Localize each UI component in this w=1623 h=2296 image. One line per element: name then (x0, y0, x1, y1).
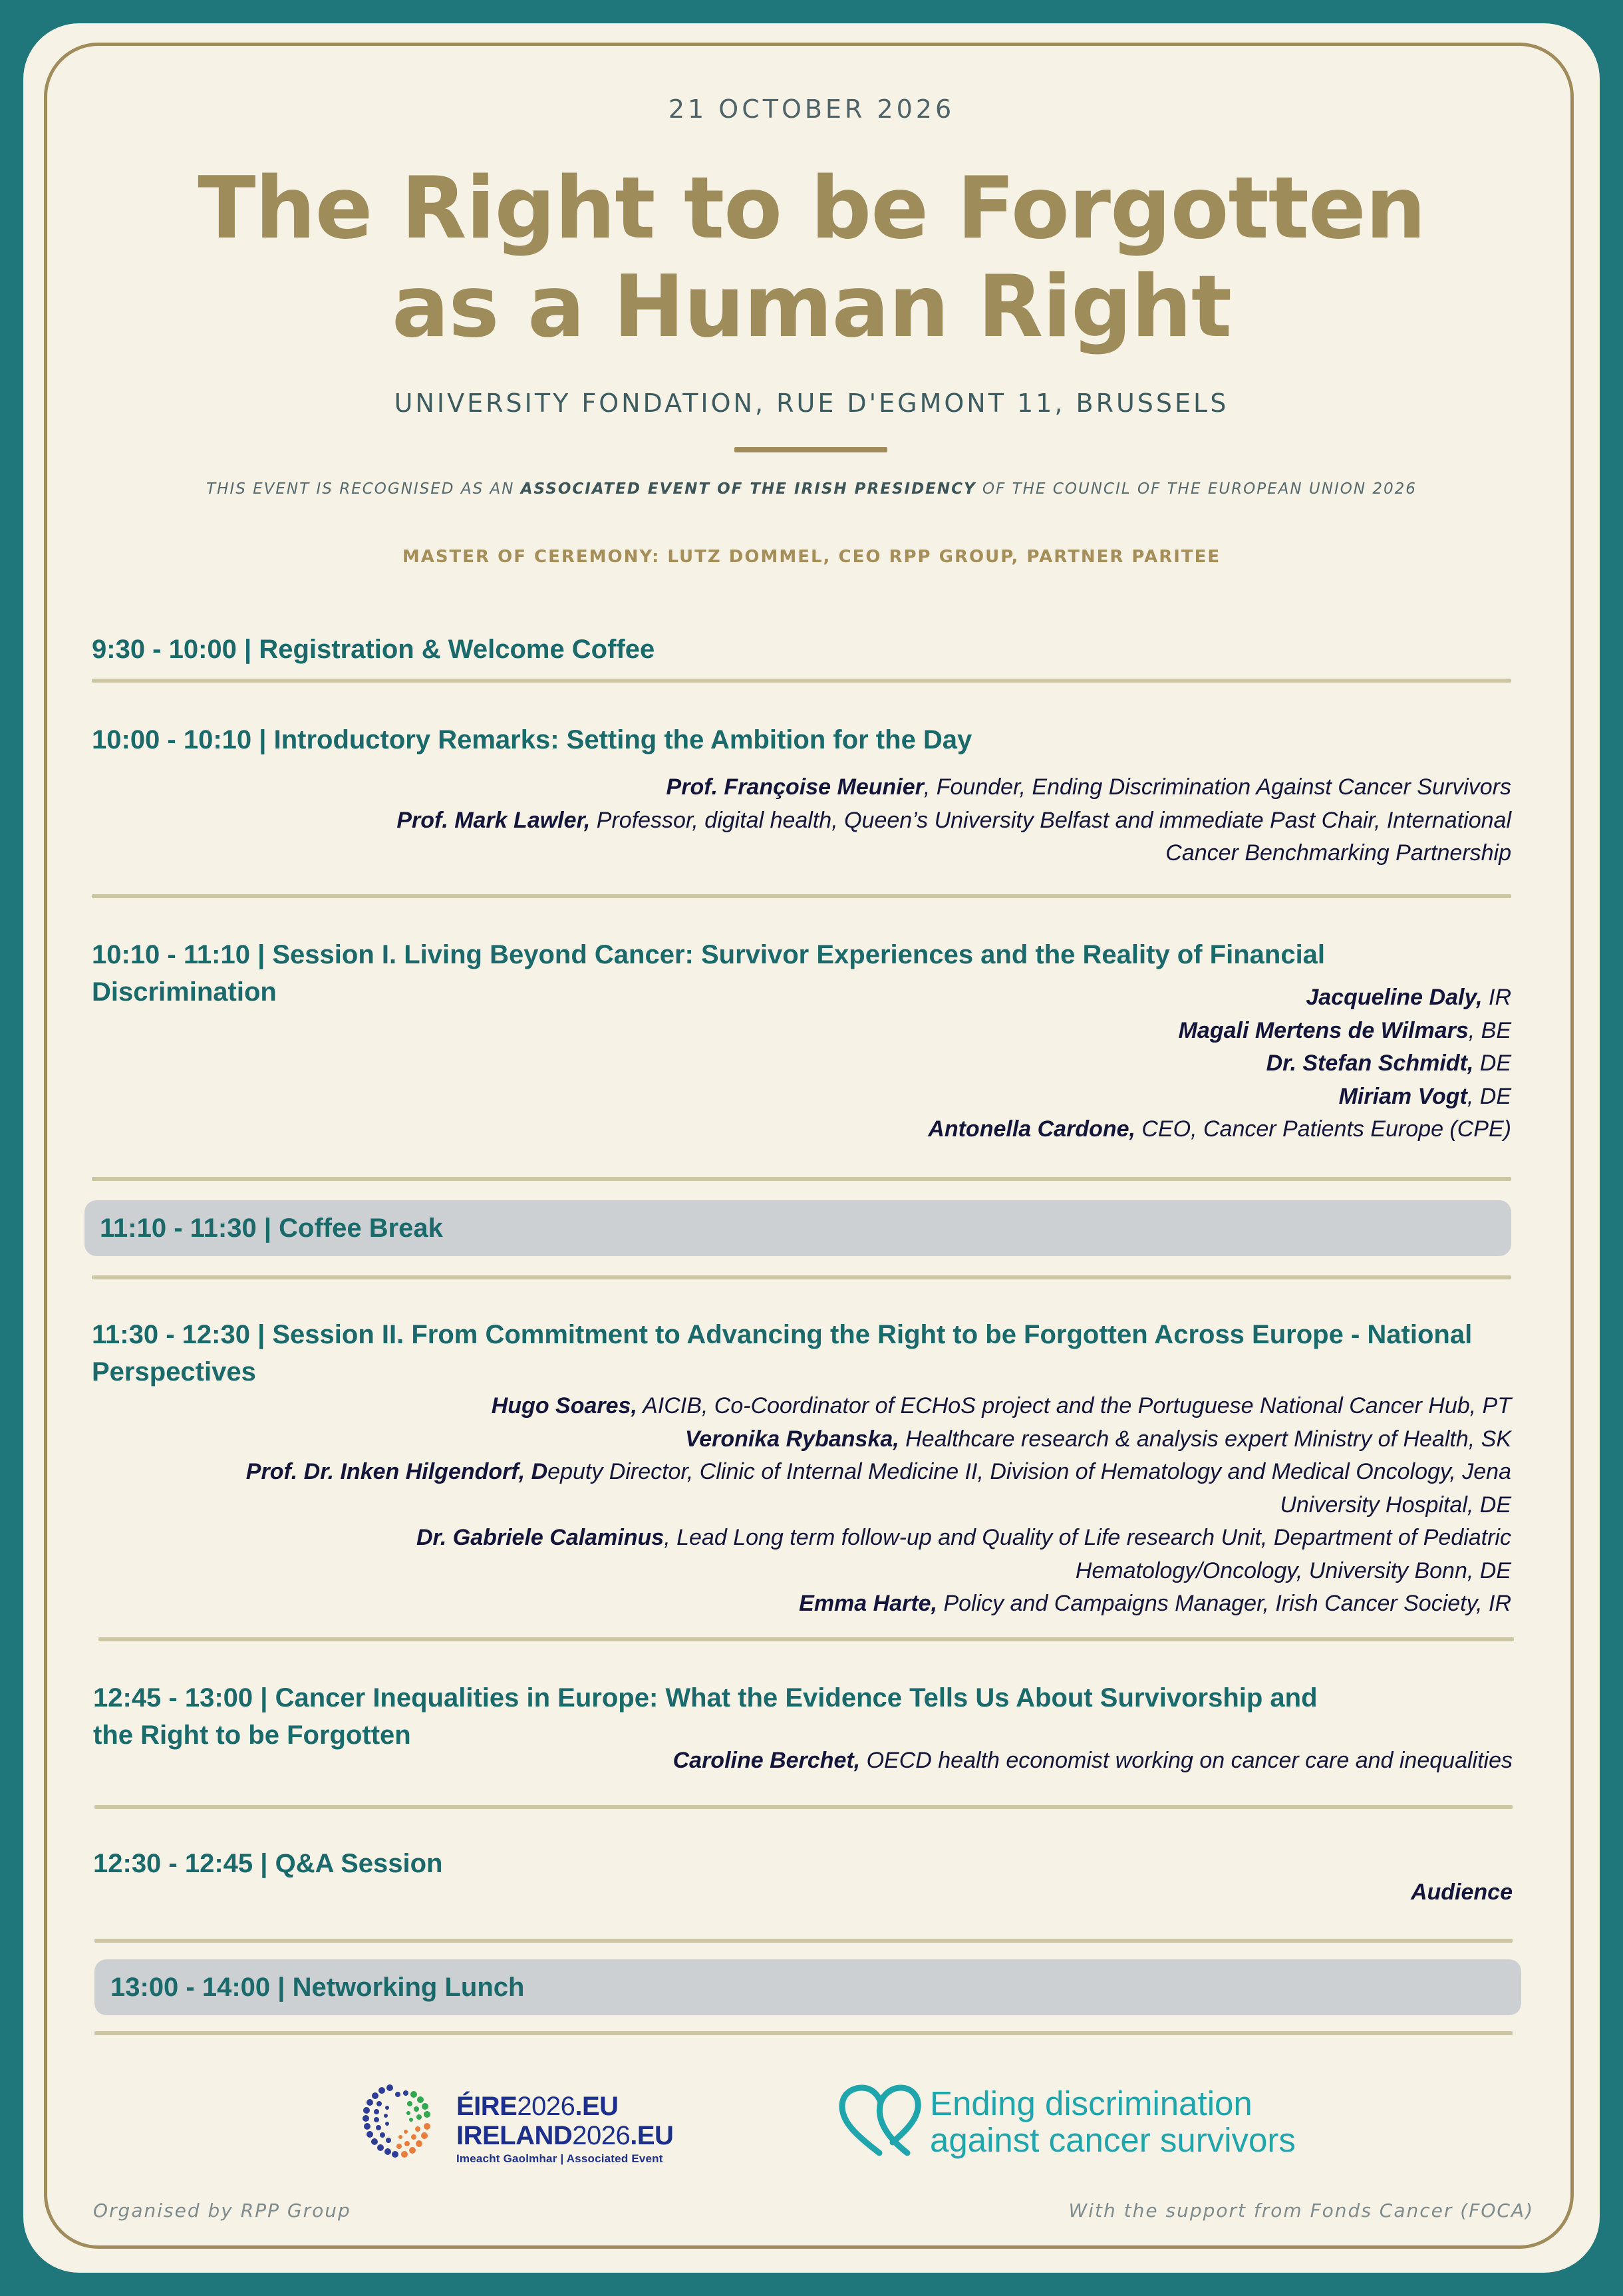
inequalities-speakers (93, 1744, 1513, 1778)
speaker-name: Audience (1410, 1880, 1513, 1905)
footer-organiser: Organised by RPP Group (93, 2200, 351, 2221)
footer-support: With the support from Fonds Cancer (FOCA) (1068, 2200, 1534, 2221)
speaker-role: , Lead Long term follow-up and Quality of Life research Unit, Department of Pediatric (664, 1525, 1511, 1550)
session1-speakers (92, 981, 1511, 1146)
speaker-line (92, 771, 1511, 804)
ending-discrimination-logo (837, 2084, 1316, 2170)
ed-line2: against cancer survivors (930, 2121, 1296, 2159)
divider (94, 1805, 1513, 1809)
eire2026-wordmark (456, 2092, 673, 2166)
event-date: 21 OCTOBER 2026 (668, 94, 955, 124)
speaker-line (92, 1522, 1511, 1555)
speaker-line (92, 981, 1511, 1015)
speaker-line (93, 1876, 1513, 1909)
agenda-registration: 9:30 - 10:00 | Registration & Welcome Coffee (92, 635, 655, 664)
heart-ribbon-icon (837, 2084, 923, 2164)
event-title-line2: as a Human Right (391, 257, 1232, 357)
associated-prefix: THIS EVENT IS RECOGNISED AS AN (206, 480, 521, 498)
speaker-name: Miriam Vogt (1338, 1083, 1467, 1109)
session2-title-line1: 11:30 - 12:30 | Session II. From Commitment to Advancing the Right to be Forgotten Across Europe - National (92, 1320, 1473, 1349)
speaker-role: , DE (1467, 1083, 1511, 1109)
speaker-line: Hematology/Oncology, University Bonn, DE (1075, 1558, 1511, 1583)
divider (92, 679, 1511, 683)
session2-speakers (92, 1390, 1511, 1621)
speaker-role: AICIB, Co-Coordinator of ECHoS project and the Portuguese National Cancer Hub, PT (637, 1393, 1511, 1418)
divider (92, 1177, 1511, 1181)
speaker-role: eputy Director, Clinic of Internal Medicine II, Division of Hematology and Medical Oncology, Jena (547, 1459, 1511, 1484)
speaker-name: Emma Harte, (799, 1591, 938, 1616)
speaker-role: IR (1482, 985, 1511, 1010)
ireland-bold: IRELAND (456, 2121, 573, 2150)
speaker-role: OECD health economist working on cancer care and inequalities (860, 1748, 1513, 1773)
ending-discrimination-wordmark (930, 2085, 1296, 2158)
divider (98, 1637, 1514, 1641)
speaker-name: Prof. Dr. Inken Hilgendorf, D (245, 1459, 548, 1484)
speaker-name: Prof. Mark Lawler, (396, 807, 591, 833)
eire-year: 2026 (517, 2092, 575, 2121)
associated-bold: ASSOCIATED EVENT OF THE IRISH PRESIDENCY (520, 480, 976, 498)
speaker-line (93, 1744, 1513, 1778)
speaker-role: CEO, Cancer Patients Europe (CPE) (1135, 1116, 1511, 1142)
session1-title-line2: Discrimination (92, 977, 277, 1007)
speaker-line (92, 1423, 1511, 1456)
speaker-name: Magali Mertens de Wilmars (1178, 1017, 1469, 1043)
intro-speakers (92, 771, 1511, 870)
speaker-name: Hugo Soares, (491, 1393, 637, 1418)
eire-domain (456, 2092, 673, 2121)
speaker-role: Policy and Campaigns Manager, Irish Cancer Society, IR (937, 1591, 1511, 1616)
speaker-role: Professor, digital health, Queen’s University Belfast and immediate Past Chair, International (590, 807, 1511, 833)
agenda-coffee-break: 11:10 - 11:30 | Coffee Break (100, 1214, 443, 1243)
speaker-line (92, 804, 1511, 838)
eire2026-logo (350, 2080, 696, 2173)
speaker-line (92, 1015, 1511, 1048)
speaker-name: Antonella Cardone, (928, 1116, 1135, 1142)
divider (94, 1939, 1513, 1943)
speaker-line: Cancer Benchmarking Partnership (1165, 840, 1511, 866)
ireland-tld: .EU (630, 2121, 674, 2150)
speaker-line (92, 1113, 1511, 1146)
speaker-line (92, 1390, 1511, 1423)
eire-bold: ÉIRE (456, 2092, 517, 2121)
agenda-qa-title: 12:30 - 12:45 | Q&A Session (93, 1849, 443, 1878)
event-venue: UNIVERSITY FONDATION, RUE D'EGMONT 11, BRUSSELS (394, 389, 1229, 418)
divider (92, 1275, 1511, 1279)
speaker-name: Jacqueline Daly, (1306, 985, 1483, 1010)
master-of-ceremony: MASTER OF CEREMONY: LUTZ DOMMEL, CEO RPP GROUP, PARTNER PARITEE (402, 547, 1221, 567)
speaker-name: Prof. Françoise Meunier (666, 774, 924, 800)
session1-title-line1: 10:10 - 11:10 | Session I. Living Beyond Cancer: Survivor Experiences and the Reality of Financial (92, 940, 1326, 969)
agenda-session2-title (92, 1316, 1472, 1391)
associated-suffix: OF THE COUNCIL OF THE EUROPEAN UNION 2026 (976, 480, 1417, 498)
speaker-name: Dr. Gabriele Calaminus (416, 1525, 664, 1550)
ed-line1: Ending discrimination (930, 2084, 1253, 2122)
eire-tld: .EU (575, 2092, 619, 2121)
speaker-line (92, 1456, 1511, 1489)
ireland-domain (456, 2121, 673, 2150)
qa-speakers (93, 1876, 1513, 1909)
speaker-role: Healthcare research & analysis expert Ministry of Health, SK (899, 1426, 1511, 1452)
session2-title-line2: Perspectives (92, 1357, 256, 1387)
speaker-line (92, 1080, 1511, 1114)
agenda-intro-title: 10:00 - 10:10 | Introductory Remarks: Setting the Ambition for the Day (92, 725, 972, 754)
speaker-line (92, 1587, 1511, 1621)
speaker-line (92, 1047, 1511, 1080)
speaker-role: , BE (1468, 1017, 1511, 1043)
speaker-name: Veronika Rybanska, (684, 1426, 899, 1452)
eire2026-swirl-icon (350, 2080, 443, 2173)
speaker-name: Caroline Berchet, (672, 1748, 861, 1773)
speaker-role: DE (1473, 1051, 1511, 1076)
speaker-line: University Hospital, DE (1280, 1492, 1511, 1518)
inequalities-title-line1: 12:45 - 13:00 | Cancer Inequalities in Europe: What the Evidence Tells Us About Survivorship and (93, 1683, 1318, 1713)
ireland-year: 2026 (572, 2121, 631, 2150)
agenda-inequalities-title (93, 1679, 1318, 1754)
divider (92, 894, 1511, 898)
inequalities-title-line2: the Right to be Forgotten (93, 1721, 411, 1750)
agenda-networking-lunch: 13:00 - 14:00 | Networking Lunch (110, 1973, 525, 2002)
divider (94, 2031, 1513, 2035)
event-title (0, 160, 1623, 357)
event-title-line1: The Right to be Forgotten (198, 159, 1425, 258)
speaker-role: , Founder, Ending Discrimination Against Cancer Survivors (923, 774, 1511, 800)
title-divider (734, 447, 887, 452)
speaker-name: Dr. Stefan Schmidt, (1266, 1051, 1474, 1076)
eire-associated-event: Imeacht Gaolmhar | Associated Event (456, 2152, 663, 2165)
associated-event-note (0, 480, 1623, 498)
